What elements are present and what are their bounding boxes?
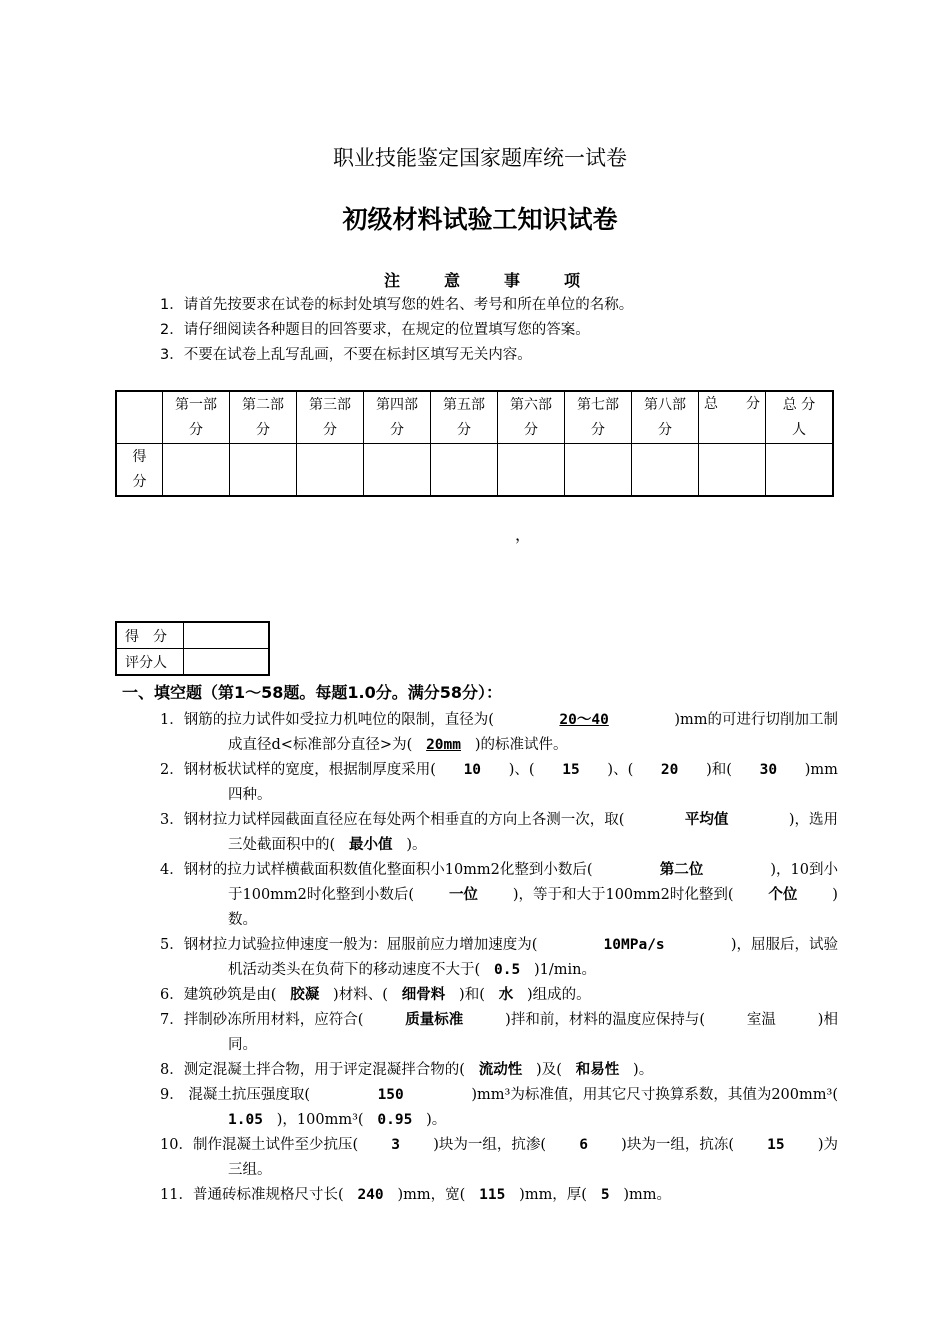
answer: 10MPa/s [603,937,665,953]
section-title: 一、填空题（第1～58题。每题1.0分。满分58分）： [122,683,503,702]
answer: 6 [579,1137,588,1153]
answer: 15 [767,1137,785,1153]
question-5: 5．钢材拉力试验拉伸速度一般为：屈服前应力增加速度为( 10MPa/s )，屈服后，试验 机活动类头在负荷下的移动速度不大于( 0.5 )1/min。 [160,933,838,983]
notice-item-3: 3．不要在试卷上乱写乱画，不要在标封区填写无关内容。 [160,347,532,363]
answer: 150 [377,1087,404,1103]
score-cell [699,444,766,497]
question-6: 6．建筑砂筑是由( 胶凝 )材料、( 细骨料 )和( 水 )组成的。 [160,983,838,1008]
corner-cell [116,391,163,444]
answer: 15 [562,762,580,778]
answer: 胶凝 [290,987,320,1003]
question-2: 2．钢材板状试样的宽度，根据制厚度采用( 10 )、( 15 )、( 20 )和( 30 )mm 四种。 [160,758,838,808]
answer: 质量标准 [405,1012,464,1028]
score-cell [297,444,364,497]
answer: 一位 [448,887,478,903]
question-4: 4．钢材的拉力试样横截面积数值化整面积小10mm2化整到小数后( 第二位 )，10到小 于100mm2时化整到小数后( 一位 )，等于和大于100mm2时化整到( 个位 ) 数。 [160,858,838,933]
answer: 240 [357,1187,384,1203]
question-9: 9． 混凝土抗压强度取( 150 )mm³为标准值，用其它尺寸换算系数，其值为200mm³( 1.05 )，100mm³( 0.95 )。 [160,1083,838,1133]
score-cell [163,444,230,497]
answer: 30 [759,762,778,778]
score-header-row [116,391,833,444]
row-label-score: 得 分 [116,444,163,497]
score-value-row [116,444,833,497]
score-cell [498,444,565,497]
header-part-7: 第七部 分 [565,391,632,444]
notice-heading: 注意事项 [384,271,625,290]
header-total-scorer: 总 分 人 [766,391,834,444]
score-cell [230,444,297,497]
answer: 115 [479,1187,506,1203]
header-part-8: 第八部 分 [632,391,699,444]
section-score-table [115,621,270,676]
answer: 5 [600,1187,610,1203]
header-part-2: 第二部 分 [230,391,297,444]
answer: 20 [660,762,679,778]
answer: 和易性 [575,1062,620,1078]
question-3: 3．钢材拉力试样园截面直径应在每处两个相垂直的方向上各测一次，取( 平均值 )，选用 三处截面积中的( 最小值 )。 [160,808,838,858]
exam-series-title: 职业技能鉴定国家题库统一试卷 [333,146,627,170]
question-11: 11．普通砖标准规格尺寸长( 240 )mm，宽( 115 )mm，厚( 5 )mm。 [160,1183,838,1208]
score-summary-table [115,390,834,497]
exam-title: 初级材料试验工知识试卷 [342,205,618,234]
answer: 最小值 [349,837,393,853]
header-total-score: 总 分 [699,391,766,444]
question-7: 7．拌制砂冻所用材料，应符合( 质量标准 )拌和前，材料的温度应保持与( 室温 )相 同。 [160,1008,838,1058]
grader-label: 评分人 [116,649,184,676]
score-cell [431,444,498,497]
answer: 流动性 [478,1062,523,1078]
question-10: 10．制作混凝土试件至少抗压( 3 )块为一组，抗渗( 6 )块为一组，抗冻( 15 )为 三组。 [160,1133,838,1183]
question-1: 1．钢筋的拉力试件如受拉力机吨位的限制，直径为( 20～40 )mm的可进行切削加工制 成直径d<标准部分直径>为( 20mm )的标准试件。 [160,708,838,758]
answer: 0.95 [377,1112,413,1128]
question-8: 8．测定混凝土拌合物，用于评定混凝拌合物的( 流动性 )及( 和易性 )。 [160,1058,838,1083]
score-cell [632,444,699,497]
score-cell [766,444,834,497]
answer: 第二位 [659,862,704,878]
answer: 20～40 [559,712,609,728]
header-part-6: 第六部 分 [498,391,565,444]
header-part-1: 第一部 分 [163,391,230,444]
header-part-3: 第三部 分 [297,391,364,444]
notice-item-2: 2．请仔细阅读各种题目的回答要求，在规定的位置填写您的答案。 [160,322,590,338]
stray-comma: ， [515,525,532,544]
header-part-5: 第五部 分 [431,391,498,444]
answer: 个位 [768,887,798,903]
score-box [184,622,270,649]
answer: 平均值 [684,812,729,828]
answer: 10 [463,762,482,778]
answer: 水 [498,987,514,1003]
score-label: 得 分 [116,622,184,649]
score-cell [364,444,431,497]
answer: 室温 [746,1012,776,1028]
grader-box [184,649,270,676]
score-cell [565,444,632,497]
answer: 细骨料 [401,987,446,1003]
answer: 1.05 [228,1112,263,1128]
header-part-4: 第四部 分 [364,391,431,444]
answer: 3 [391,1137,401,1153]
answer: 20mm [426,737,461,753]
notice-item-1: 1．请首先按要求在试卷的标封处填写您的姓名、考号和所在单位的名称。 [160,297,634,313]
answer: 0.5 [493,962,521,978]
